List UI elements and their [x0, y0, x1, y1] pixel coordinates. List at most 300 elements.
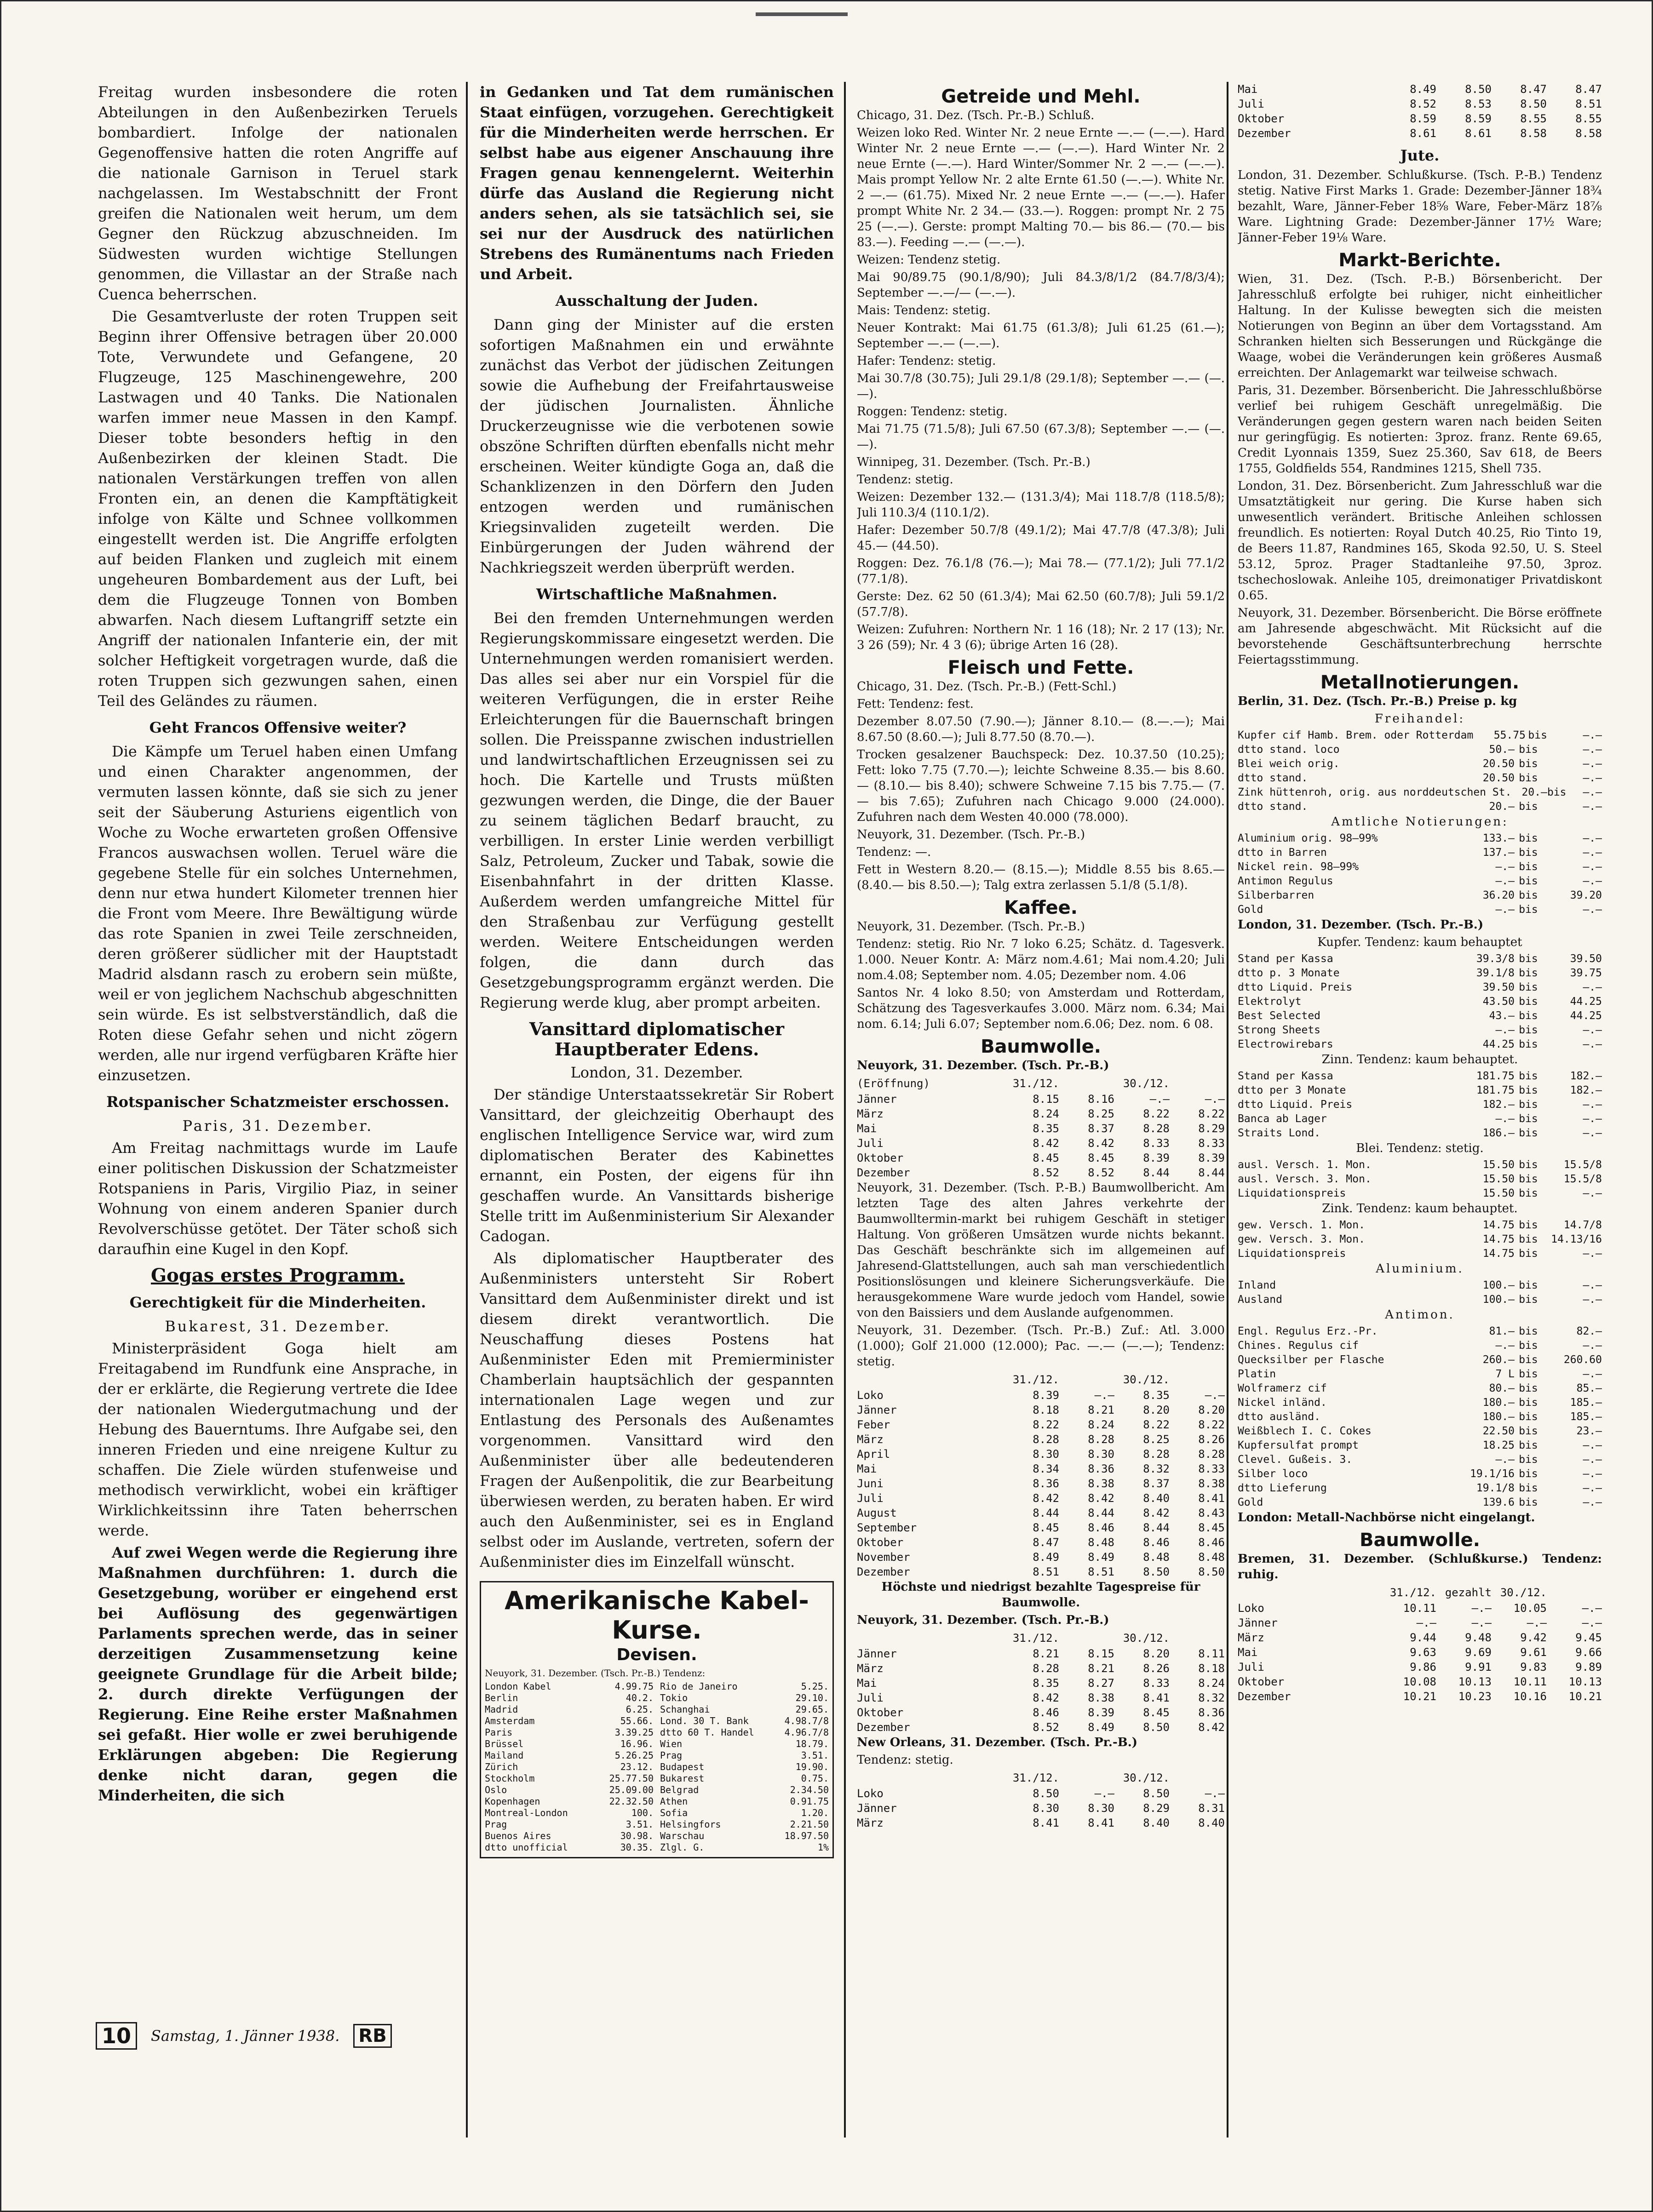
metal-table — [1238, 1218, 1602, 1261]
price-cell: 39.50 — [1482, 981, 1515, 993]
price-cell: 8.25 — [1088, 1107, 1114, 1120]
table-row — [1238, 1158, 1602, 1172]
row-label: ausl. Versch. 1. Mon. — [1238, 1159, 1372, 1171]
currency-label: Zürich — [485, 1761, 518, 1772]
price-cell: 8.39 — [1088, 1706, 1114, 1719]
price-cell: —.— — [1583, 981, 1602, 993]
price-cell: 8.50 — [1143, 1787, 1170, 1800]
table-row — [857, 1461, 1225, 1476]
price-cell: 9.86 — [1410, 1661, 1436, 1673]
row-label: Stand per Kassa — [1238, 953, 1333, 965]
price-cell: 39.3/8 — [1476, 953, 1515, 965]
bis-label: bis — [1519, 953, 1538, 965]
bis-label: bis — [1519, 1113, 1538, 1125]
report-line: Weizen: Tendenz stetig. — [857, 253, 1001, 267]
price-cell: 8.27 — [1088, 1677, 1114, 1690]
kabel-rate-row — [660, 1830, 829, 1842]
dateline: London, 31. Dezember. — [570, 1064, 743, 1081]
price-cell: 8.45 — [1088, 1152, 1114, 1164]
bis-label: bis — [1519, 1325, 1538, 1337]
table-row — [857, 1491, 1225, 1506]
price-cell: 8.42 — [1088, 1492, 1114, 1505]
issue-date: Samstag, 1. Jänner 1938. — [151, 2027, 340, 2045]
row-label: Banca ab Lager — [1238, 1113, 1327, 1125]
currency-label: Bukarest — [660, 1773, 705, 1784]
bis-label: bis — [1519, 1454, 1538, 1466]
column-label — [857, 1371, 1004, 1388]
report-line: Roggen: Dez. 76.1/8 (76.—); Mai 78.— (77.1/2); Juli 77.1/2 (77.1/8). — [857, 556, 1225, 586]
currency-label: Helsingfors — [660, 1819, 721, 1830]
price-cell: 8.44 — [1198, 1166, 1225, 1179]
article-paragraph: in Gedanken und Tat dem rumänischen Staat einfügen, vorzugehen. Gerechtigkeit für die Minderheiten werde herrschen. Er selbst habe aus eigener Anschauung ihre Fragen genau kennengelernt. Weiterhin dürfe das Ausland die Regierung nicht anders sehen, als sie tatsächlich sei, sie sei nur der Ausdruck des natürlichen Strebens des Rumänentums nach Frieden und Arbeit. — [480, 83, 834, 283]
price-cell: —.— — [1495, 1340, 1515, 1352]
article-paragraph: Dann ging der Minister auf die ersten sofortigen Maßnahmen ein und erwähnte zunächst das Verbot der jüdischen Zeitungen sowie die Aufhebung der Freifahrtausweise der jüdischen Journalisten. Ähnliche Druckerzeugnisse wie die verbotenen sowie obszöne Schriften dürften ebenfalls nicht mehr erscheinen. Weiter kündigte Goga an, daß die Schanklizenzen in den Dörfern den Juden entzogen werden und rumänischen Kriegsinvaliden zugeteilt werden. Die Einbürgerungen der Juden während der Nachkriegszeit werden überprüft werden. — [480, 316, 834, 576]
bis-label: bis — [1519, 847, 1538, 859]
table-subheader: Freihandel: — [1374, 712, 1465, 726]
table-header: Neuyork, 31. Dezember. (Tsch. Pr.-B.) — [857, 1613, 1109, 1627]
price-cell: 8.16 — [1088, 1093, 1114, 1106]
column-label: (Eröffnung) — [857, 1077, 930, 1090]
price-cell: —.— — [1583, 1038, 1602, 1050]
column-label — [1547, 1584, 1602, 1601]
table-row — [857, 1676, 1225, 1691]
price-cell: 260.60 — [1563, 1354, 1602, 1366]
price-cell: 8.61 — [1465, 127, 1492, 140]
price-cell: 8.55 — [1575, 112, 1602, 125]
row-label: Elektrolyt — [1238, 996, 1302, 1008]
price-cell: 8.41 — [1033, 1817, 1059, 1829]
price-cell: —.— — [1495, 1113, 1515, 1125]
price-cell: 8.58 — [1520, 127, 1547, 140]
price-cell: 8.49 — [1088, 1721, 1114, 1734]
table-column-header — [857, 1770, 1225, 1786]
row-label: gew. Versch. 1. Mon. — [1238, 1219, 1365, 1231]
price-cell: 8.42 — [1033, 1137, 1059, 1150]
price-cell: 8.30 — [1088, 1448, 1114, 1461]
publisher-logo: RB — [353, 2024, 391, 2048]
table-row — [857, 1432, 1225, 1447]
price-cell: 81.— — [1489, 1325, 1515, 1337]
table-row — [1238, 1232, 1602, 1247]
price-cell: 8.46 — [1088, 1521, 1114, 1534]
currency-label: dtto 60 T. Handel — [660, 1727, 754, 1738]
rate-value: 6.25. — [626, 1704, 654, 1715]
row-label: Chines. Regulus cif — [1238, 1340, 1359, 1352]
price-cell: 8.55 — [1520, 112, 1547, 125]
rate-value: 1.20. — [801, 1807, 829, 1818]
price-cell: —.— — [1583, 801, 1602, 813]
table-row — [857, 1801, 1225, 1816]
market-report: Paris, 31. Dezember. Börsenbericht. Die Jahresschlußbörse verlief bei ruhigem Geschäft unregelmäßig. Die Veränderungen gegen gestern waren nach beiden Seiten nur geringfügig. Es notierten: 3proz. franz. Rente 69.65, Credit Lyonnais 1359, Suez 25.360, Sav 618, de Beers 1755, Goldfields 554, Randmines 1215, Shell 735. — [1238, 384, 1602, 476]
price-cell: 8.48 — [1198, 1551, 1225, 1564]
table-row — [1238, 1083, 1602, 1098]
price-cell: —.— — [1583, 744, 1602, 756]
kabel-rate-row — [485, 1727, 654, 1738]
price-cell: 8.41 — [1088, 1817, 1114, 1829]
table-row — [857, 1447, 1225, 1461]
row-label: Juli — [1238, 97, 1264, 110]
price-cell: 14.75 — [1482, 1233, 1515, 1245]
table-row — [857, 1136, 1225, 1151]
column-label: 31./12. — [1012, 1771, 1059, 1784]
table-row — [1238, 1353, 1602, 1367]
row-label: Jänner — [857, 1802, 897, 1815]
kabel-rate-row — [660, 1773, 829, 1784]
cotton-report: Neuyork, 31. Dezember. (Tsch. Pr.-B.) Zuf.: Atl. 3.000 (1.000); Golf 21.000 (12.000); Pac. —.— (—.—); Tendenz: stetig. — [857, 1324, 1225, 1369]
row-label: Platin — [1238, 1368, 1276, 1380]
currency-label: Lond. 30 T. Bank — [660, 1715, 749, 1726]
rate-value: 23.12. — [620, 1761, 654, 1772]
table-row — [857, 1165, 1225, 1180]
section-heading: Kaffee. — [1004, 897, 1078, 918]
cotton-table-3 — [857, 1630, 1225, 1735]
metal-table — [1238, 831, 1602, 917]
table-row — [1238, 966, 1602, 980]
price-cell: 8.48 — [1143, 1551, 1170, 1564]
price-cell: 8.30 — [1033, 1802, 1059, 1815]
price-cell: 8.52 — [1088, 1166, 1114, 1179]
price-cell: 9.63 — [1410, 1646, 1436, 1659]
report-line: Tendenz: stetig. Rio Nr. 7 loko 6.25; Schätz. d. Tagesverk. 1.000. Neuer Kontr. A: März nom.4.61; Mai nom.4.20; Juli nom.4.08; September nom. 4.05; Dezember nom. 4.06 — [857, 937, 1225, 982]
bis-label: bis — [1519, 1354, 1538, 1366]
price-cell: 9.45 — [1575, 1631, 1602, 1644]
table-row — [857, 1403, 1225, 1417]
table-row — [1238, 1467, 1602, 1481]
price-cell: —.— — [1527, 1616, 1547, 1629]
currency-label: Buenos Aires — [485, 1830, 551, 1841]
price-cell: 8.22 — [1198, 1418, 1225, 1431]
bis-label: bis — [1519, 875, 1538, 887]
table-row — [1238, 995, 1602, 1009]
price-cell: 8.50 — [1143, 1565, 1170, 1578]
row-label: dtto stand. — [1238, 801, 1308, 813]
price-cell: 8.44 — [1088, 1507, 1114, 1519]
bis-label: bis — [1519, 772, 1538, 784]
table-row — [1238, 1424, 1602, 1438]
price-cell: 55.75 — [1493, 729, 1526, 741]
kabel-rate-row — [660, 1761, 829, 1773]
row-label: Dezember — [857, 1721, 910, 1734]
kabel-rate-row — [485, 1773, 654, 1784]
price-cell: 8.22 — [1198, 1107, 1225, 1120]
kabel-rate-row — [660, 1796, 829, 1807]
price-cell: 8.51 — [1033, 1565, 1059, 1578]
table-column-header — [1238, 1584, 1602, 1601]
kabel-rate-row — [485, 1784, 654, 1796]
table-row — [1238, 1381, 1602, 1396]
price-cell: 8.22 — [1033, 1418, 1059, 1431]
bis-label: bis — [1519, 996, 1538, 1008]
column-label: 30./12. — [1123, 1771, 1170, 1784]
price-cell: 8.20 — [1143, 1647, 1170, 1660]
report-line: Neuyork, 31. Dezember. (Tsch. Pr.-B.) — [857, 828, 1085, 842]
price-cell: 8.15 — [1033, 1093, 1059, 1106]
column-label: 30./12. — [1123, 1077, 1170, 1090]
price-cell: 20.50 — [1482, 758, 1515, 770]
bis-label: bis — [1519, 1159, 1538, 1171]
price-cell: 15.5/8 — [1563, 1173, 1602, 1185]
column-1 — [98, 82, 458, 2133]
row-label: Strong Sheets — [1238, 1024, 1321, 1036]
row-label: Mai — [1238, 1646, 1258, 1659]
row-label: Silberbarren — [1238, 889, 1314, 901]
table-subheader: Amtliche Notierungen: — [1331, 815, 1509, 829]
kabel-rate-row — [660, 1738, 829, 1750]
table-row — [1238, 757, 1602, 771]
row-label: Jänner — [857, 1404, 897, 1416]
report-line: Chicago, 31. Dez. (Tsch. Pr.-B.) Schluß. — [857, 109, 1095, 122]
price-cell: 8.50 — [1198, 1565, 1225, 1578]
price-cell: 8.37 — [1088, 1122, 1114, 1135]
rate-value: 55.66. — [620, 1715, 654, 1726]
row-label: Kupfer cif Hamb. Brem. oder Rotterdam — [1238, 729, 1474, 741]
price-cell: 8.24 — [1033, 1107, 1059, 1120]
price-cell: 8.36 — [1198, 1706, 1225, 1719]
row-label: Oktober — [1238, 1675, 1285, 1688]
rate-value: 30.35. — [620, 1842, 654, 1853]
bis-label: bis — [1519, 1173, 1538, 1185]
price-cell: 8.31 — [1198, 1802, 1225, 1815]
price-cell: —.— — [1495, 904, 1515, 916]
table-row — [1238, 771, 1602, 785]
row-label: Mai — [1238, 83, 1258, 96]
report-line: Fett: Tendenz: fest. — [857, 697, 974, 711]
row-label: Jänner — [857, 1647, 897, 1660]
price-cell: 8.35 — [1033, 1677, 1059, 1690]
row-label: Jänner — [857, 1093, 897, 1106]
rate-value: 0.75. — [801, 1773, 829, 1784]
currency-label: Montreal-London — [485, 1807, 568, 1818]
table-header: London, 31. Dezember. (Tsch. Pr.-B.) — [1238, 918, 1484, 932]
section-heading: Markt-Berichte. — [1338, 250, 1501, 271]
table-row — [857, 1520, 1225, 1535]
price-cell: —.— — [1582, 1602, 1602, 1615]
rate-value: 4.99.75 — [614, 1681, 654, 1692]
table-row — [857, 1564, 1225, 1579]
price-cell: 10.05 — [1513, 1602, 1547, 1615]
price-cell: 180.— — [1482, 1397, 1515, 1409]
price-cell: —.— — [1583, 1099, 1602, 1111]
price-cell: 8.46 — [1143, 1536, 1170, 1549]
kabel-subtitle: Devisen. — [616, 1645, 697, 1664]
row-label: Juli — [857, 1492, 884, 1505]
article-paragraph: Die Gesamtverluste der roten Truppen seit Beginn ihrer Offensive betragen über 20.000 Tote, Verwundete und Gefangene, 20 Flugzeuge, 125 Maschinengewehre, 200 Lastwagen und 40 Tanks. Die Nationalen warfen immer neue Massen in den Kampf. Dieser tobte besonders heftig in den Außenbezirken der kleinen Stadt. Die nationalen Verstärkungen treffen von allen Fronten ein, an denen die Kampftätigkeit infolge von Kälte und Schnee vollkommen eingestellt werden ist. Die Angriffe erfolgten auf beiden Flanken und zugleich mit einem ungeheuren Bombardement aus der Luft, bei dem die Flugzeuge Tonnen von Bomben abwarfen. Nach diesem Luftangriff setzte ein Angriff der nationalen Infanterie ein, der mit solcher Heftigkeit vorgetragen wurde, daß die roten Truppen sich gezwungen sahen, einen Teil des Geländes zu räumen. — [98, 308, 458, 710]
bis-label: bis — [1519, 1294, 1538, 1306]
bis-label: bis — [1519, 904, 1538, 916]
rate-value: 4.98.7/8 — [784, 1715, 829, 1726]
price-cell: 15.50 — [1482, 1173, 1515, 1185]
row-label: Best Selected — [1238, 1010, 1321, 1022]
bis-label: bis — [1519, 1439, 1538, 1451]
article-paragraph: Auf zwei Wegen werde die Regierung ihre Maßnahmen durchführen: 1. durch die Gesetzgebung, worüber er eingehend erst bei Auflösung des gegenwärtigen Parlaments sprechen werde, das in seiner derzeitigen Zusammensetzung keine geeignete Grundlage für die Arbeit bilde; 2. durch direkte Verfügungen der Regierung. Eine Reihe erster Maßnahmen sei gefaßt. Hier wolle er zwei beruhigende Erklärungen abgeben: Die Regierung denke nicht daran, gegen die Minderheiten, die sich — [98, 1544, 458, 1804]
price-cell: 8.40 — [1198, 1817, 1225, 1829]
coffee-report — [857, 919, 1225, 1032]
article-paragraph: Als diplomatischer Hauptberater des Außenministers untersteht Sir Robert Vansittard dem Außenminister direkt und ist diesem direkt verantwortlich. Die Neuschaffung dieses Postens hat Außenminister Eden mit Premierminister Chamberlain hauptsächlich der gespannten internationalen Lage wegen und zur Entlastung des Personals des Außenamtes vorgenommen. Vansittard wird den Außenminister über alle bedeutenderen Fragen der Außenpolitik, die zur Bearbeitung überwiesen werden, zu beraten haben. Er wird auch den Außenminister, sei es in England selbst oder im Auslande, vertreten, sofern der Außenminister dies im Einzelfall wünscht. — [480, 1249, 834, 1570]
column-label — [1170, 1770, 1225, 1786]
bis-label: bis — [1519, 744, 1538, 756]
price-cell: 44.25 — [1482, 1038, 1515, 1050]
column-label — [1170, 1075, 1225, 1092]
table-row — [857, 1691, 1225, 1705]
table-row — [857, 1646, 1225, 1661]
price-cell: 8.42 — [1088, 1137, 1114, 1150]
table-row — [857, 1720, 1225, 1735]
row-label: August — [857, 1507, 897, 1519]
price-cell: 8.40 — [1143, 1492, 1170, 1505]
row-label: Juni — [857, 1477, 884, 1490]
table-row — [1238, 1496, 1602, 1510]
row-label: Dezember — [857, 1166, 910, 1179]
price-cell: 8.29 — [1198, 1122, 1225, 1135]
article-paragraph: Bei den fremden Unternehmungen werden Regierungskommissare eingesetzt werden. Die Unternehmungen werden romanisiert werden. Das alles sei aber nur ein Vorspiel für die weiteren Verfügungen, die in erster Reihe Erleichterungen für die Bauernschaft bringen sollen. Die Preisspanne zwischen industriellen und landwirtschaftlichen Erzeugnissen sei zu hoch. Die Kartelle und Trusts müßten gezwungen werden, die Dinge, die der Bauer zu seinem täglichen Bedarf braucht, zu verbilligen. In erster Linie werden verbilligt Salz, Petroleum, Zucker und Tabak, sowie die Eisenbahnfahrt in der dritten Klasse. Außerdem werden umfangreiche Mittel für den Straßenbau zur Verfügung gestellt werden. Weitere Entscheidungen werden folgen, die dann durch das Gesetzgebungsprogramm ergänzt werden. Die Regierung werde klug, aber prompt arbeiten. — [480, 609, 834, 1011]
price-cell: 8.11 — [1198, 1647, 1225, 1660]
table-column-header — [857, 1630, 1225, 1646]
report-line: Neuer Kontrakt: Mai 61.75 (61.3/8); Juli 61.25 (61.—); September —.— (—.—). — [857, 321, 1225, 350]
table-row — [1238, 952, 1602, 966]
price-cell: —.— — [1583, 772, 1602, 784]
price-cell: 8.36 — [1088, 1462, 1114, 1475]
table-row — [1238, 1396, 1602, 1410]
price-cell: 8.40 — [1143, 1817, 1170, 1829]
kabel-rate-row — [485, 1807, 654, 1819]
table-row — [1238, 1410, 1602, 1424]
price-cell: 186.— — [1482, 1127, 1515, 1139]
column-label — [857, 1770, 1004, 1786]
table-header: New Orleans, 31. Dezember. (Tsch. Pr.-B.) — [857, 1736, 1138, 1749]
report-line: Hafer: Dezember 50.7/8 (49.1/2); Mai 47.7/8 (47.3/8); Juli 45.— (44.50). — [857, 523, 1225, 553]
row-label: Nickel inländ. — [1238, 1397, 1327, 1409]
row-label: Jänner — [1238, 1616, 1278, 1629]
price-cell: 10.21 — [1403, 1690, 1436, 1703]
section-heading: Baumwolle. — [1360, 1530, 1480, 1551]
rate-value: 2.34.50 — [790, 1784, 829, 1795]
price-cell: 8.29 — [1143, 1802, 1170, 1815]
price-cell: 8.38 — [1088, 1691, 1114, 1704]
price-cell: 8.50 — [1033, 1787, 1059, 1800]
currency-label: Paris — [485, 1727, 513, 1738]
price-cell: 8.49 — [1088, 1551, 1114, 1564]
price-cell: 36.20 — [1482, 889, 1515, 901]
table-row — [1238, 1112, 1602, 1126]
row-label: Dezember — [857, 1565, 910, 1578]
row-label: Dezember — [1238, 1690, 1291, 1703]
table-header: Tendenz: stetig. — [857, 1753, 953, 1767]
price-cell: —.— — [1583, 1187, 1602, 1199]
price-cell: 10.21 — [1568, 1690, 1602, 1703]
price-cell: —.— — [1583, 1279, 1602, 1291]
row-label: Straits Lond. — [1238, 1127, 1321, 1139]
currency-label: Tokio — [660, 1692, 688, 1703]
metal-table — [1238, 1278, 1602, 1307]
table-row — [857, 1816, 1225, 1830]
price-cell: 8.51 — [1088, 1565, 1114, 1578]
price-cell: —.— — [1495, 875, 1515, 887]
price-cell: 8.39 — [1198, 1152, 1225, 1164]
kabel-rate-row — [660, 1681, 829, 1692]
price-cell: —.— — [1094, 1389, 1114, 1402]
table-row — [1238, 126, 1602, 141]
kabel-rate-row — [485, 1796, 654, 1807]
table-row — [1238, 1616, 1602, 1630]
row-label: Feber — [857, 1418, 890, 1431]
article-heading: Wirtschaftliche Maßnahmen. — [536, 585, 778, 603]
row-label: Gold — [1238, 1496, 1263, 1508]
table-row — [857, 1786, 1225, 1801]
table-row — [1238, 1339, 1602, 1353]
table-row — [1238, 1660, 1602, 1674]
price-cell: —.— — [1583, 1294, 1602, 1306]
price-cell: —.— — [1495, 1454, 1515, 1466]
table-row — [1238, 1126, 1602, 1140]
article-heading: Vansittard diplomatischer Hauptberater Edens. — [529, 1019, 785, 1060]
table-row — [1238, 888, 1602, 903]
price-cell: 8.26 — [1143, 1662, 1170, 1675]
bremen-table — [1238, 1584, 1602, 1704]
kabel-rate-row — [660, 1727, 829, 1738]
kabel-rate-row — [660, 1715, 829, 1727]
price-cell: 8.32 — [1198, 1691, 1225, 1704]
table-column-header — [857, 1371, 1225, 1388]
price-cell: 14.75 — [1482, 1219, 1515, 1231]
row-label: März — [857, 1107, 884, 1120]
price-cell: —.— — [1583, 1248, 1602, 1260]
row-label: Electrowirebars — [1238, 1038, 1333, 1050]
article-paragraph: Ministerpräsident Goga hielt am Freitagabend im Rundfunk eine Ansprache, in der er erklärte, die Regierung vertrete die Idee der nationalen Wiedergutmachung und der Hebung des Bauerntums. Ihre Aufgabe sei, den inneren Frieden und eine nreigene Kultur zu schaffen. Die Ziele würden stufenweise und methodisch verwirklicht, wobei ein kräftiger Wirklichkeitssinn ihre Taten beherrschen werde. — [98, 1340, 458, 1539]
bis-label: bis — [1519, 861, 1538, 873]
table-row — [1238, 1247, 1602, 1261]
cotton-table-4 — [857, 1770, 1225, 1830]
row-label: November — [857, 1551, 910, 1564]
bis-label: bis — [1519, 1010, 1538, 1022]
price-cell: 8.33 — [1143, 1677, 1170, 1690]
kabel-rate-row — [485, 1819, 654, 1830]
page-number: 10 — [96, 2022, 137, 2050]
row-label: Gold — [1238, 904, 1263, 916]
row-label: Zink hüttenroh, orig. aus norddeutschen St. — [1238, 786, 1512, 798]
kabel-grid — [485, 1681, 829, 1853]
section-heading: Fleisch und Fette. — [947, 657, 1134, 678]
row-label: März — [857, 1433, 884, 1446]
price-cell: 10.11 — [1513, 1675, 1547, 1688]
price-cell: 20.— — [1489, 801, 1515, 813]
kabel-rate-row — [485, 1715, 654, 1727]
rate-value: 16.96. — [620, 1738, 654, 1749]
table-row — [1238, 82, 1602, 97]
price-cell: 8.26 — [1198, 1433, 1225, 1446]
table-row — [1238, 1069, 1602, 1083]
table-header: Bremen, 31. Dezember. (Schlußkurse.) Tendenz: ruhig. — [1238, 1552, 1602, 1582]
row-label: Oktober — [857, 1152, 904, 1164]
rate-value: 29.65. — [795, 1704, 829, 1715]
price-cell: 8.42 — [1198, 1721, 1225, 1734]
column-label — [1059, 1371, 1114, 1388]
row-label: dtto per 3 Monate — [1238, 1084, 1346, 1096]
bis-label: bis — [1519, 801, 1538, 813]
row-label: ausl. Versch. 3. Mon. — [1238, 1173, 1372, 1185]
price-cell: 80.— — [1489, 1382, 1515, 1394]
price-cell: 100.— — [1482, 1294, 1515, 1306]
price-cell: 8.45 — [1033, 1152, 1059, 1164]
price-cell: 8.28 — [1033, 1662, 1059, 1675]
rate-value: 40.2. — [626, 1692, 654, 1703]
price-cell: 182.— — [1570, 1070, 1602, 1082]
price-cell: 133.— — [1482, 832, 1515, 844]
row-label: dtto stand. loco — [1238, 744, 1340, 756]
report-line: Mais: Tendenz: stetig. — [857, 304, 991, 317]
kabel-rate-row — [660, 1842, 829, 1853]
column-4 — [1238, 82, 1602, 2133]
price-cell: 8.45 — [1198, 1521, 1225, 1534]
